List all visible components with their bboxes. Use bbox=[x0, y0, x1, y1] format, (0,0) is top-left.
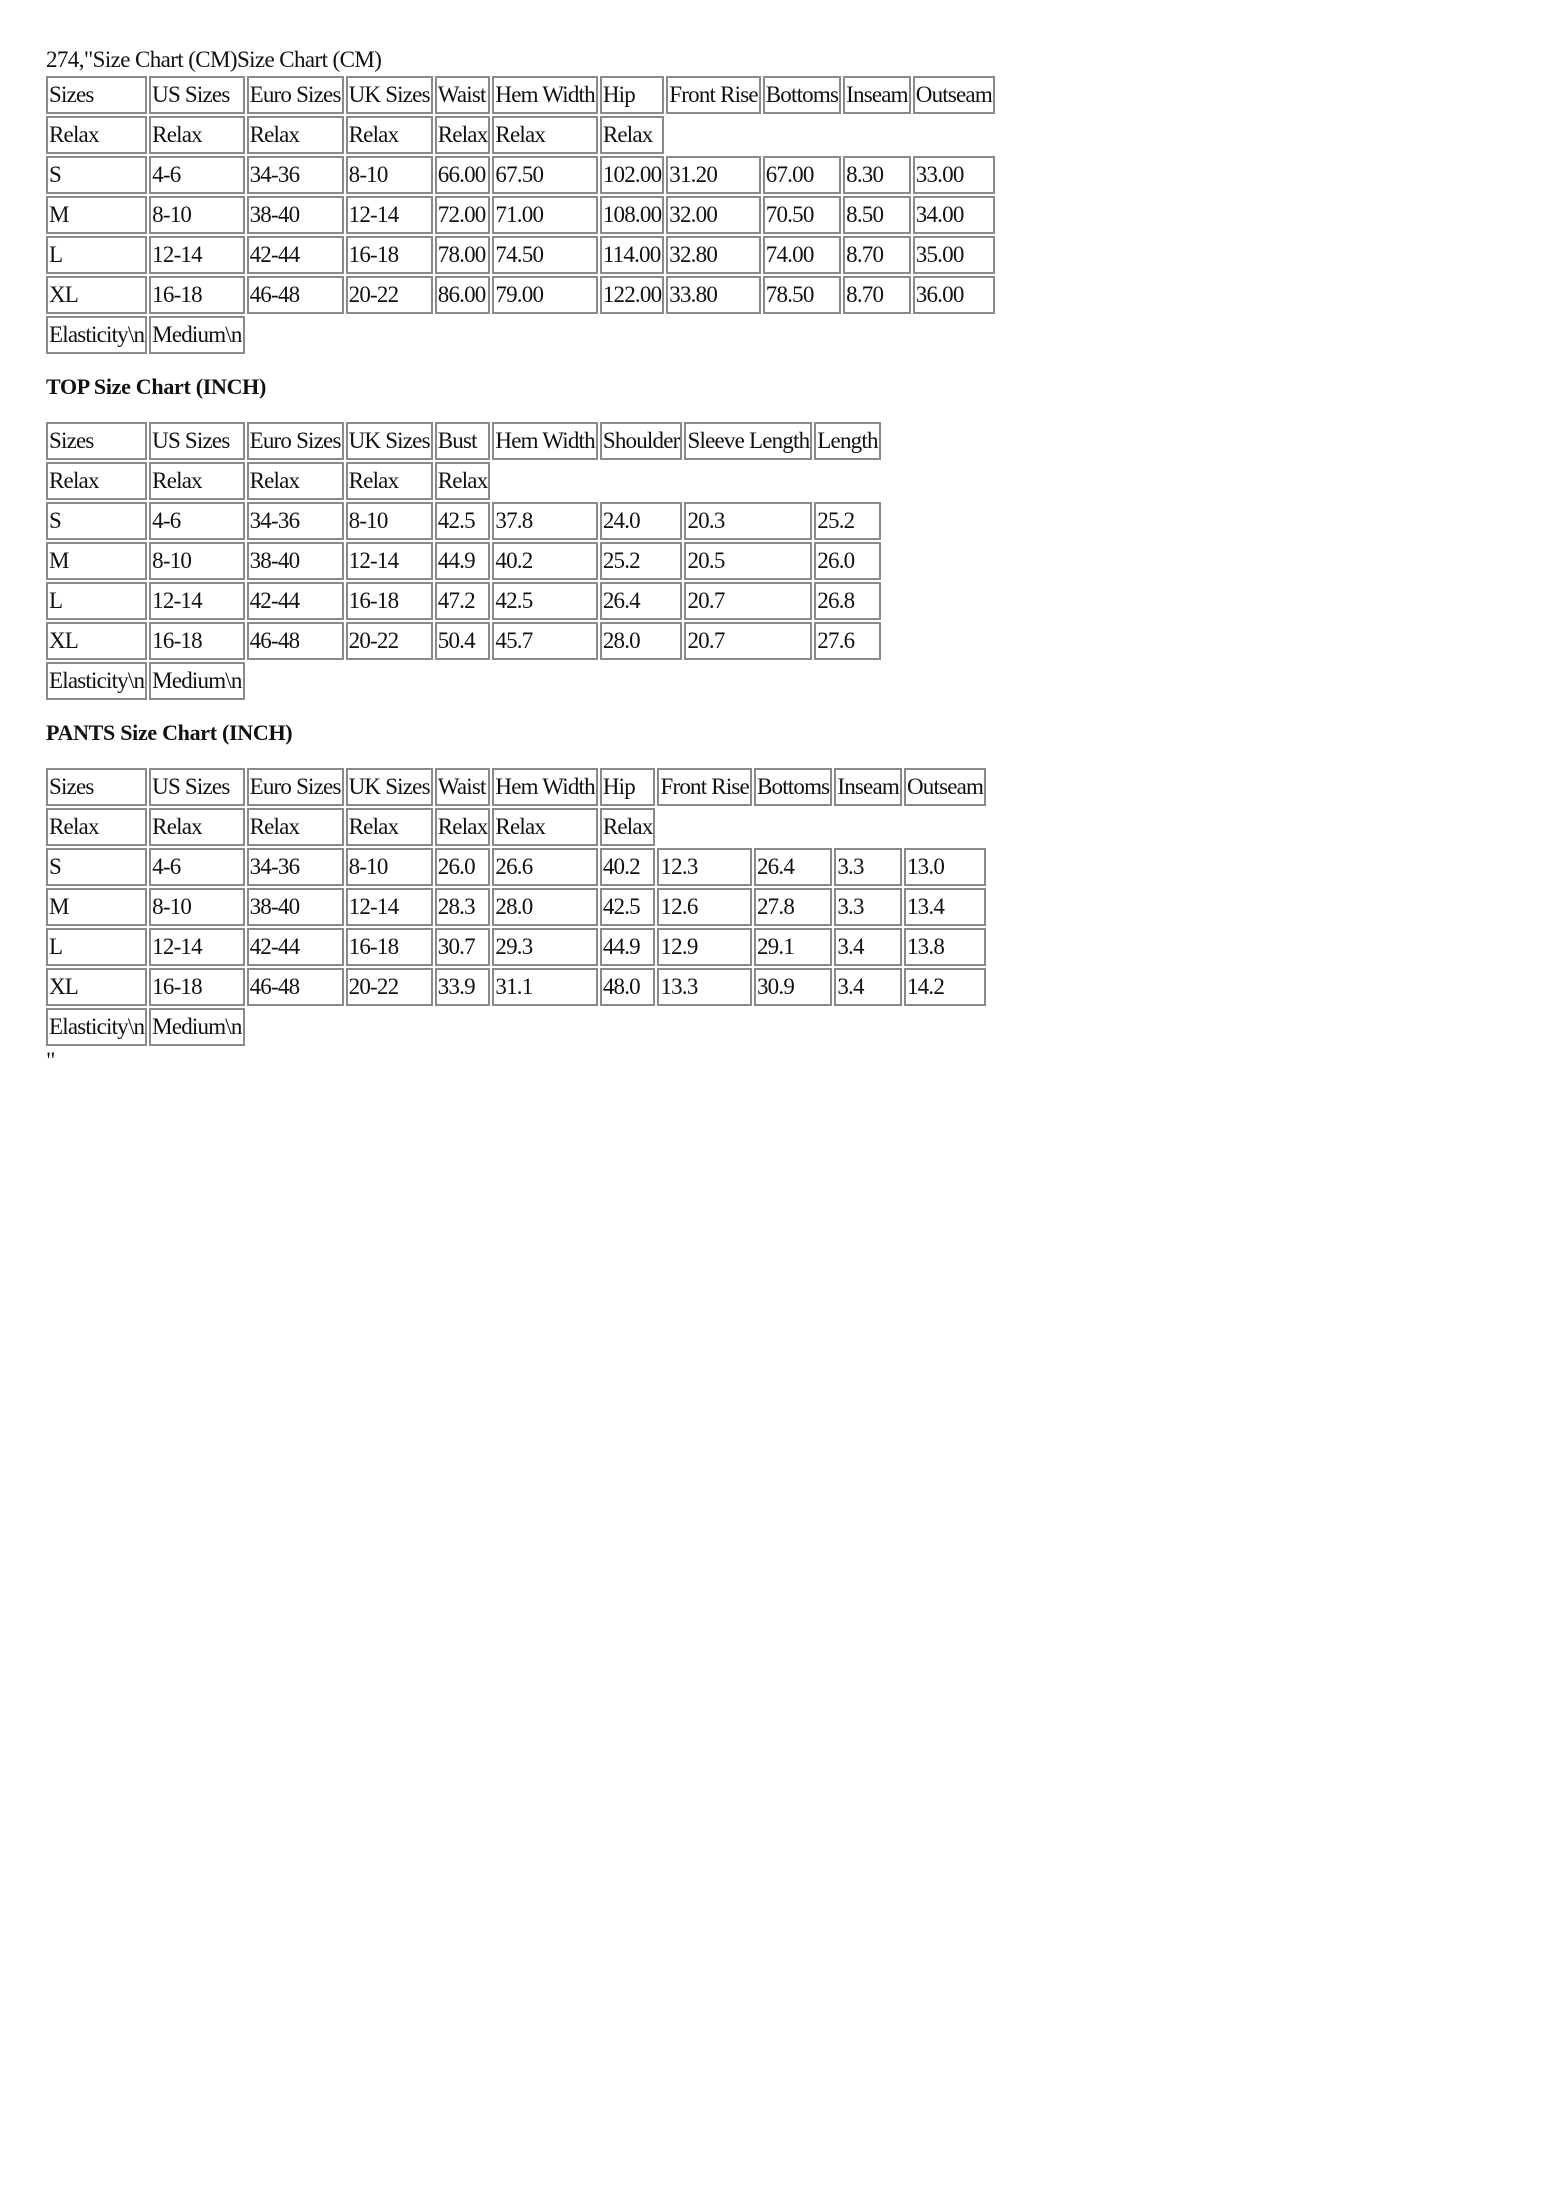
table-cell: Relax bbox=[435, 116, 491, 154]
table-cell: Bottoms bbox=[754, 768, 832, 806]
table-cell: 67.50 bbox=[492, 156, 597, 194]
table-cell: 38-40 bbox=[247, 888, 344, 926]
table-cell: 26.4 bbox=[754, 848, 832, 886]
relax-row bbox=[46, 808, 986, 846]
table-cell: 16-18 bbox=[149, 622, 244, 660]
table-cell: 12-14 bbox=[346, 542, 433, 580]
table-cell: Relax bbox=[435, 808, 491, 846]
document-prefix: 274,"Size Chart (CM)Size Chart (CM) bbox=[46, 47, 382, 72]
table-cell: 8.70 bbox=[843, 236, 911, 274]
table-cell: 13.3 bbox=[657, 968, 751, 1006]
table-cell: Relax bbox=[435, 462, 491, 500]
table-cell: 37.8 bbox=[492, 502, 597, 540]
table-cell: 66.00 bbox=[435, 156, 491, 194]
table-cell: Relax bbox=[247, 116, 344, 154]
table-cell: 20.5 bbox=[684, 542, 812, 580]
table-cell: S bbox=[46, 156, 147, 194]
table-cell: 42.5 bbox=[600, 888, 656, 926]
table-cell: 122.00 bbox=[600, 276, 664, 314]
table-cell: 4-6 bbox=[149, 848, 244, 886]
empty-cell bbox=[492, 462, 880, 500]
table-cell: Front Rise bbox=[657, 768, 751, 806]
table-cell: Medium\n bbox=[149, 662, 244, 700]
table-cell: 28.3 bbox=[435, 888, 491, 926]
table-cell: 13.0 bbox=[904, 848, 986, 886]
table-cell: 46-48 bbox=[247, 968, 344, 1006]
table-cell: 30.9 bbox=[754, 968, 832, 1006]
table-cell: Relax bbox=[600, 808, 656, 846]
table-cell: 25.2 bbox=[814, 502, 880, 540]
table-cell: 46-48 bbox=[247, 276, 344, 314]
table-cell: Outseam bbox=[904, 768, 986, 806]
table-cell: 20.7 bbox=[684, 582, 812, 620]
empty-cell bbox=[247, 316, 995, 354]
table-row bbox=[46, 502, 881, 540]
table-cell: Relax bbox=[492, 116, 597, 154]
table-row bbox=[46, 848, 986, 886]
table-cell: XL bbox=[46, 968, 147, 1006]
table-cell: 79.00 bbox=[492, 276, 597, 314]
elasticity-row bbox=[46, 1008, 986, 1046]
table-cell: 16-18 bbox=[149, 968, 244, 1006]
table-cell: 34.00 bbox=[913, 196, 995, 234]
table-cell: 31.20 bbox=[666, 156, 760, 194]
table-cell: 12-14 bbox=[346, 196, 433, 234]
table-cell: 12-14 bbox=[149, 236, 244, 274]
top-size-chart-heading: TOP Size Chart (INCH) bbox=[46, 374, 267, 399]
table-cell: 34-36 bbox=[247, 502, 344, 540]
table-cell: Relax bbox=[600, 116, 664, 154]
table-cell: 42-44 bbox=[247, 582, 344, 620]
table-header-row bbox=[46, 76, 995, 114]
table-cell: XL bbox=[46, 276, 147, 314]
table-cell: Relax bbox=[346, 462, 433, 500]
table-cell: L bbox=[46, 236, 147, 274]
table-cell: Relax bbox=[492, 808, 597, 846]
table-cell: Shoulder bbox=[600, 422, 683, 460]
table-cell: 27.8 bbox=[754, 888, 832, 926]
table-cell: 20-22 bbox=[346, 968, 433, 1006]
table-cell: Hip bbox=[600, 768, 656, 806]
table-cell: US Sizes bbox=[149, 768, 244, 806]
table-cell: 36.00 bbox=[913, 276, 995, 314]
table-cell: 48.0 bbox=[600, 968, 656, 1006]
table-cell: L bbox=[46, 928, 147, 966]
table-cell: 3.3 bbox=[834, 888, 902, 926]
table-cell: 8-10 bbox=[346, 848, 433, 886]
table-cell: 8-10 bbox=[149, 542, 244, 580]
table-cell: 28.0 bbox=[600, 622, 683, 660]
table-cell: 4-6 bbox=[149, 502, 244, 540]
table-cell: 13.8 bbox=[904, 928, 986, 966]
table-cell: Sizes bbox=[46, 768, 147, 806]
table-cell: S bbox=[46, 848, 147, 886]
table-cell: 3.4 bbox=[834, 928, 902, 966]
closing-quote: " bbox=[46, 1048, 56, 1073]
table-cell: 32.00 bbox=[666, 196, 760, 234]
table-cell: Relax bbox=[346, 808, 433, 846]
table-cell: 50.4 bbox=[435, 622, 491, 660]
table-row bbox=[46, 928, 986, 966]
table-cell: Hem Width bbox=[492, 422, 597, 460]
table-cell: L bbox=[46, 582, 147, 620]
table-cell: 8-10 bbox=[346, 156, 433, 194]
empty-cell bbox=[247, 1008, 987, 1046]
table-cell: US Sizes bbox=[149, 422, 244, 460]
table-cell: 46-48 bbox=[247, 622, 344, 660]
table-cell: 16-18 bbox=[346, 928, 433, 966]
table-cell: Elasticity\n bbox=[46, 662, 147, 700]
table-cell: 8.50 bbox=[843, 196, 911, 234]
table-cell: UK Sizes bbox=[346, 768, 433, 806]
table-cell: 74.00 bbox=[763, 236, 841, 274]
table-cell: 42.5 bbox=[435, 502, 491, 540]
table-cell: Euro Sizes bbox=[247, 422, 344, 460]
table-row bbox=[46, 622, 881, 660]
table-cell: 74.50 bbox=[492, 236, 597, 274]
table-cell: 40.2 bbox=[600, 848, 656, 886]
table-cell: 8.70 bbox=[843, 276, 911, 314]
table-cell: 26.0 bbox=[814, 542, 880, 580]
table-header-row bbox=[46, 422, 881, 460]
table-cell: 30.7 bbox=[435, 928, 491, 966]
table-cell: Relax bbox=[247, 462, 344, 500]
table-cell: M bbox=[46, 888, 147, 926]
table-cell: 26.6 bbox=[492, 848, 597, 886]
table-cell: 33.00 bbox=[913, 156, 995, 194]
table-cell: 8-10 bbox=[149, 196, 244, 234]
table-cell: 42-44 bbox=[247, 928, 344, 966]
table-cell: 28.0 bbox=[492, 888, 597, 926]
table-cell: 14.2 bbox=[904, 968, 986, 1006]
table-row bbox=[46, 156, 995, 194]
table-cell: Euro Sizes bbox=[247, 768, 344, 806]
table-cell: 47.2 bbox=[435, 582, 491, 620]
table-row bbox=[46, 888, 986, 926]
table-cell: Sleeve Length bbox=[684, 422, 812, 460]
table-cell: Hip bbox=[600, 76, 664, 114]
table-cell: Relax bbox=[46, 462, 147, 500]
table-cell: Waist bbox=[435, 768, 491, 806]
table-cell: 12-14 bbox=[149, 928, 244, 966]
table-cell: 13.4 bbox=[904, 888, 986, 926]
table-row bbox=[46, 276, 995, 314]
table-cell: 12-14 bbox=[346, 888, 433, 926]
empty-cell bbox=[657, 808, 986, 846]
table-cell: 12.3 bbox=[657, 848, 751, 886]
table-cell: 16-18 bbox=[346, 582, 433, 620]
table-cell: Waist bbox=[435, 76, 491, 114]
table-cell: 34-36 bbox=[247, 156, 344, 194]
table-cell: 12.9 bbox=[657, 928, 751, 966]
table-cell: M bbox=[46, 196, 147, 234]
table-cell: Elasticity\n bbox=[46, 1008, 147, 1046]
table-cell: 72.00 bbox=[435, 196, 491, 234]
table-cell: 27.6 bbox=[814, 622, 880, 660]
table-cell: 108.00 bbox=[600, 196, 664, 234]
table-cell: Inseam bbox=[843, 76, 911, 114]
table-cell: 38-40 bbox=[247, 196, 344, 234]
table-cell: Relax bbox=[46, 808, 147, 846]
table-cell: 8-10 bbox=[149, 888, 244, 926]
table-cell: 86.00 bbox=[435, 276, 491, 314]
empty-cell bbox=[247, 662, 881, 700]
table-cell: 20-22 bbox=[346, 622, 433, 660]
table-cell: Front Rise bbox=[666, 76, 760, 114]
size-chart-cm bbox=[44, 74, 997, 356]
table-header-row bbox=[46, 768, 986, 806]
table-cell: Outseam bbox=[913, 76, 995, 114]
table-cell: Medium\n bbox=[149, 316, 244, 354]
table-row bbox=[46, 236, 995, 274]
table-cell: Sizes bbox=[46, 76, 147, 114]
table-cell: 20.7 bbox=[684, 622, 812, 660]
relax-row bbox=[46, 116, 995, 154]
table-cell: 3.4 bbox=[834, 968, 902, 1006]
table-cell: Euro Sizes bbox=[247, 76, 344, 114]
table-cell: Hem Width bbox=[492, 76, 597, 114]
table-cell: 12-14 bbox=[149, 582, 244, 620]
table-cell: 8.30 bbox=[843, 156, 911, 194]
table-cell: Sizes bbox=[46, 422, 147, 460]
table-cell: 34-36 bbox=[247, 848, 344, 886]
table-cell: 3.3 bbox=[834, 848, 902, 886]
top-size-chart bbox=[44, 420, 883, 702]
table-cell: Relax bbox=[247, 808, 344, 846]
table-cell: 40.2 bbox=[492, 542, 597, 580]
table-cell: 35.00 bbox=[913, 236, 995, 274]
table-cell: 29.3 bbox=[492, 928, 597, 966]
table-cell: 29.1 bbox=[754, 928, 832, 966]
page bbox=[46, 46, 1506, 1074]
table-cell: 33.80 bbox=[666, 276, 760, 314]
table-cell: UK Sizes bbox=[346, 76, 433, 114]
table-row bbox=[46, 542, 881, 580]
table-cell: Elasticity\n bbox=[46, 316, 147, 354]
table-cell: 12.6 bbox=[657, 888, 751, 926]
table-cell: 42.5 bbox=[492, 582, 597, 620]
table-cell: 42-44 bbox=[247, 236, 344, 274]
relax-row bbox=[46, 462, 881, 500]
pants-size-chart bbox=[44, 766, 988, 1048]
table-cell: 44.9 bbox=[600, 928, 656, 966]
table-cell: 16-18 bbox=[346, 236, 433, 274]
table-cell: 24.0 bbox=[600, 502, 683, 540]
table-cell: 78.50 bbox=[763, 276, 841, 314]
table-cell: Relax bbox=[149, 808, 244, 846]
table-cell: 102.00 bbox=[600, 156, 664, 194]
table-cell: Medium\n bbox=[149, 1008, 244, 1046]
table-cell: Relax bbox=[149, 462, 244, 500]
pants-size-chart-heading: PANTS Size Chart (INCH) bbox=[46, 720, 293, 745]
table-row bbox=[46, 582, 881, 620]
table-cell: Relax bbox=[149, 116, 244, 154]
table-cell: 114.00 bbox=[600, 236, 664, 274]
elasticity-row bbox=[46, 316, 995, 354]
table-cell: Relax bbox=[346, 116, 433, 154]
table-cell: 32.80 bbox=[666, 236, 760, 274]
table-cell: S bbox=[46, 502, 147, 540]
table-cell: 26.8 bbox=[814, 582, 880, 620]
table-cell: US Sizes bbox=[149, 76, 244, 114]
table-cell: 33.9 bbox=[435, 968, 491, 1006]
table-cell: 71.00 bbox=[492, 196, 597, 234]
table-row bbox=[46, 196, 995, 234]
table-cell: 16-18 bbox=[149, 276, 244, 314]
table-cell: 4-6 bbox=[149, 156, 244, 194]
table-cell: XL bbox=[46, 622, 147, 660]
table-cell: Hem Width bbox=[492, 768, 597, 806]
table-cell: UK Sizes bbox=[346, 422, 433, 460]
table-cell: 70.50 bbox=[763, 196, 841, 234]
table-cell: Bottoms bbox=[763, 76, 841, 114]
table-cell: 44.9 bbox=[435, 542, 491, 580]
table-cell: M bbox=[46, 542, 147, 580]
table-cell: Length bbox=[814, 422, 880, 460]
table-cell: Relax bbox=[46, 116, 147, 154]
table-cell: 78.00 bbox=[435, 236, 491, 274]
table-cell: Inseam bbox=[834, 768, 902, 806]
table-cell: 25.2 bbox=[600, 542, 683, 580]
table-cell: 8-10 bbox=[346, 502, 433, 540]
table-cell: 31.1 bbox=[492, 968, 597, 1006]
table-cell: 45.7 bbox=[492, 622, 597, 660]
table-cell: 67.00 bbox=[763, 156, 841, 194]
table-cell: 38-40 bbox=[247, 542, 344, 580]
table-cell: 20.3 bbox=[684, 502, 812, 540]
table-cell: Bust bbox=[435, 422, 491, 460]
size-charts bbox=[46, 74, 1506, 1048]
table-cell: 26.0 bbox=[435, 848, 491, 886]
table-cell: 26.4 bbox=[600, 582, 683, 620]
table-row bbox=[46, 968, 986, 1006]
elasticity-row bbox=[46, 662, 881, 700]
empty-cell bbox=[666, 116, 995, 154]
table-cell: 20-22 bbox=[346, 276, 433, 314]
